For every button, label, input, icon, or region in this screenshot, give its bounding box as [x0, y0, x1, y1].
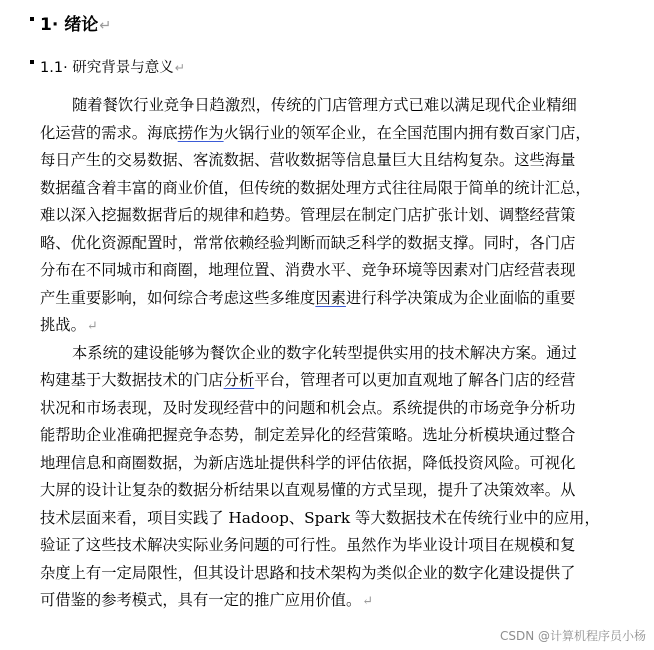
text-line: 化运营的需求。海底捞作为火锅行业的领军企业，在全国范围内拥有数百家门店，: [40, 123, 591, 142]
spellcheck-underline: 因素: [315, 288, 346, 307]
text-line: 产生重要影响，如何综合考虑这些多维度因素进行科学决策成为企业面临的重要: [40, 288, 576, 307]
text-line: 大屏的设计让复杂的数据分析结果以直观易懂的方式呈现，提升了决策效率。从: [40, 481, 576, 499]
text-line: 随着餐饮行业竞争日趋激烈，传统的门店管理方式已难以满足现代企业精细: [72, 96, 577, 114]
text-line: 略、优化资源配置时，常常依赖经验判断而缺乏科学的数据支撑。同时，各门店: [40, 233, 576, 252]
paragraph-mark-icon: ↵: [362, 594, 374, 609]
spellcheck-underline: 捞作为: [177, 123, 224, 142]
heading-2-number: 1.1: [40, 60, 64, 76]
heading-1: 1· 绪论↵: [30, 12, 111, 39]
paragraph-2: [40, 340, 606, 615]
heading-2: 1.1· 研究背景与意义↵: [30, 56, 185, 80]
watermark: CSDN @计算机程序员小杨: [499, 629, 646, 643]
heading-bullet-icon: [30, 60, 34, 64]
text-line: 构建基于大数据技术的门店分析平台，管理者可以更加直观地了解各门店的经营: [40, 371, 576, 389]
text-line: 难以深入挖掘数据背后的规律和趋势。管理层在制定门店扩张计划、调整经营策: [40, 206, 576, 224]
paragraph-mark-icon: ↵: [99, 18, 112, 34]
text-line: 分布在不同城市和商圈，地理位置、消费水平、竞争环境等因素对门店经营表现: [40, 261, 576, 279]
text-line: 数据蕴含着丰富的商业价值，但传统的数据处理方式往往局限于简单的统计汇总，: [40, 178, 591, 197]
text-line: 每日产生的交易数据、客流数据、营收数据等信息量巨大且结构复杂。这些海量: [40, 151, 576, 169]
text-line: 验证了这些技术解决实际业务问题的可行性。虽然作为毕业设计项目在规模和复: [40, 536, 576, 554]
heading-1-title: 绪论: [64, 15, 99, 35]
heading-2-title: 研究背景与意义: [72, 60, 174, 76]
heading-bullet-icon: [30, 17, 34, 21]
spellcheck-underline: 分析: [223, 371, 255, 389]
text-line: 可借鉴的参考模式，具有一定的推广应用价值。↵: [40, 591, 374, 609]
body-text: [40, 92, 606, 615]
text-line: 能帮助企业准确把握竞争态势，制定差异化的经营策略。选址分析模块通过整合: [40, 426, 576, 444]
text-line: 技术层面来看，项目实践了 Hadoop、Spark 等大数据技术在传统行业中的应用，: [40, 508, 600, 527]
text-line: 地理信息和商圈数据，为新店选址提供科学的评估依据，降低投资风险。可视化: [40, 453, 576, 472]
text-line: 本系统的建设能够为餐饮企业的数字化转型提供实用的技术解决方案。通过: [72, 343, 577, 362]
heading-1-number: 1: [40, 15, 52, 35]
text-line: 杂度上有一定局限性，但其设计思路和技术架构为类似企业的数字化建设提供了: [40, 563, 576, 582]
text-line: 状况和市场表现，及时发现经营中的问题和机会点。系统提供的市场竞争分析功: [40, 398, 576, 417]
paragraph-mark-icon: ↵: [174, 61, 186, 75]
paragraph-mark-icon: ↵: [86, 319, 98, 334]
text-line: 挑战。↵: [40, 316, 98, 334]
paragraph-1: [40, 92, 606, 340]
